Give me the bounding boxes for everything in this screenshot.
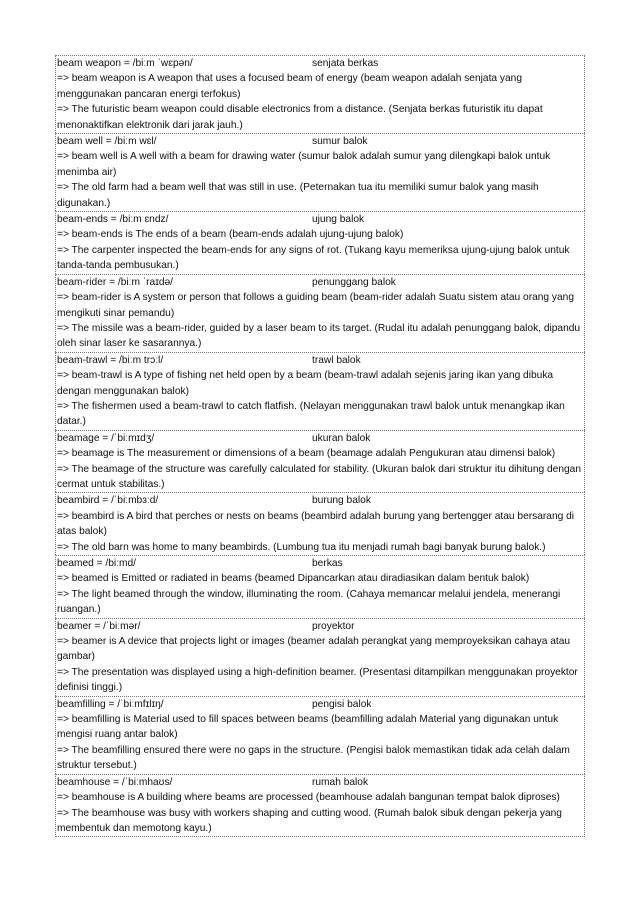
glossary-entry [55,55,585,133]
entry-term: beam-rider = /biːm ˈraɪdə/ [57,276,174,288]
entry-translation: senjata berkas [312,58,379,69]
entry-term: beamer = /ˈbiːmər/ [57,620,141,632]
entry-definition: => beam-rider is A system or person that follows a guiding beam (beam-rider adalah Suatu sistem atau orang yang mengikuti sinar pemandu) [57,292,575,319]
glossary-entry [55,133,585,211]
entry-heading [57,697,583,712]
glossary-entry [55,352,585,430]
entry-heading [57,431,583,446]
glossary-entry [55,492,585,555]
entry-example: => The futuristic beam weapon could disable electronics from a distance. (Senjata berkas futuristik itu dapat menonaktifkan elektronik dari jarak jauh.) [57,104,543,131]
entry-heading [57,134,583,149]
entry-translation: burung balok [312,495,371,507]
entry-example: => The old farm had a beam well that was still in use. (Peternakan tua itu memiliki sumur balok yang masih digunakan.) [57,182,539,209]
glossary-page [55,55,585,837]
entry-term: beamhouse = /ˈbiːmhaʊs/ [57,776,173,788]
entry-definition: => beambird is A bird that perches or nests on beams (beambird adalah burung yang bertengger atau bersarang di atas balok) [57,510,575,538]
entry-example: => The fishermen used a beam-trawl to catch flatfish. (Nelayan menggunakan trawl balok untuk menangkap ikan datar.) [57,400,565,428]
entry-example: => The beamfilling ensured there were no gaps in the structure. (Pengisi balok memastikan tidak ada celah dalam struktur tersebut.) [57,744,570,772]
entry-term: beam-trawl = /biːm trɔːl/ [57,354,164,366]
entry-example: => The beamage of the structure was carefully calculated for stability. (Ukuran balok dari struktur itu dihitung dengan cermat untuk stabilitas.) [57,463,581,490]
entry-definition: => beam-ends is The ends of a beam (beam-ends adalah ujung-ujung balok) [57,229,404,241]
entry-heading [57,56,583,71]
entry-translation: berkas [312,558,343,569]
entry-definition: => beamhouse is A building where beams are processed (beamhouse adalah bangunan tempat balok diproses) [57,792,560,804]
entry-translation: pengisi balok [312,698,372,710]
entry-term: beamfilling = /ˈbiːmfɪlɪŋ/ [57,698,164,710]
entry-translation: trawl balok [312,354,361,366]
entry-definition: => beamer is A device that projects light or images (beamer adalah perangkat yang memproyeksikan cahaya atau gambar) [57,636,571,663]
entry-example: => The light beamed through the window, illuminating the room. (Cahaya memancar melalui jendela, menerangi ruangan.) [57,588,561,616]
glossary-entry [55,696,585,774]
entry-heading [57,275,583,290]
entry-example: => The missile was a beam-rider, guided by a laser beam to its target. (Rudal itu adalah penunggang balok, dipandu oleh sinar laser ke sasarannya.) [57,322,581,350]
glossary-entry [55,618,585,696]
entry-definition: => beam-trawl is A type of fishing net held open by a beam (beam-trawl adalah sejenis jaring ikan yang dibuka dengan menggunakan balok) [57,370,554,397]
glossary-entry [55,211,585,274]
entry-heading [57,212,583,227]
entry-term: beam well = /biːm wɛl/ [57,136,157,148]
entry-definition: => beamage is The measurement or dimensions of a beam (beamage adalah Pengukuran atau dimensi balok) [57,448,556,460]
entry-translation: proyektor [312,620,355,632]
entry-heading [57,493,583,508]
glossary-entry [55,774,585,838]
entry-translation: sumur balok [312,136,368,148]
glossary-entry [55,430,585,493]
entry-example: => The old barn was home to many beambirds. (Lumbung tua itu menjadi rumah bagi banyak burung balok.) [57,541,546,553]
entry-heading [57,619,583,634]
entry-term: beamed = /biːmd/ [57,558,136,569]
entry-heading [57,556,583,571]
entry-translation: ujung balok [312,214,365,226]
entry-term: beam-ends = /biːm ɛndz/ [57,214,169,226]
entry-translation: rumah balok [312,776,369,788]
entry-example: => The presentation was displayed using a high-definition beamer. (Presentasi ditampilkan menggunakan proyektor definisi tinggi.) [57,666,578,694]
entry-term: beambird = /ˈbiːmbɜːd/ [57,495,159,507]
entry-definition: => beam weapon is A weapon that uses a focused beam of energy (beam weapon adalah senjata yang menggunakan pancaran energi terfokus) [57,73,522,100]
glossary-entry [55,274,585,352]
entry-heading [57,775,583,790]
glossary-entry [55,555,585,618]
entry-definition: => beamed is Emitted or radiated in beams (beamed Dipancarkan atau diradiasikan dalam bentuk balok) [57,573,530,585]
entry-definition: => beamfilling is Material used to fill spaces between beams (beamfilling adalah Material yang digunakan untuk mengisi ruang antar balok) [57,714,559,741]
entry-definition: => beam well is A well with a beam for drawing water (sumur balok adalah sumur yang dilengkapi balok untuk menimba air) [57,151,551,178]
entry-heading [57,353,583,368]
entry-term: beamage = /ˈbiːmɪdʒ/ [57,432,155,444]
entry-term: beam weapon = /biːm ˈwɛpən/ [57,58,193,69]
entry-example: => The beamhouse was busy with workers shaping and cutting wood. (Rumah balok sibuk dengan pekerja yang membentuk dan memotong kayu.) [57,807,562,834]
entry-example: => The carpenter inspected the beam-ends for any signs of rot. (Tukang kayu memeriksa ujung-ujung balok untuk tanda-tanda pembusukan.) [57,244,570,272]
entry-translation: ukuran balok [312,432,371,444]
entry-translation: penunggang balok [312,276,396,288]
